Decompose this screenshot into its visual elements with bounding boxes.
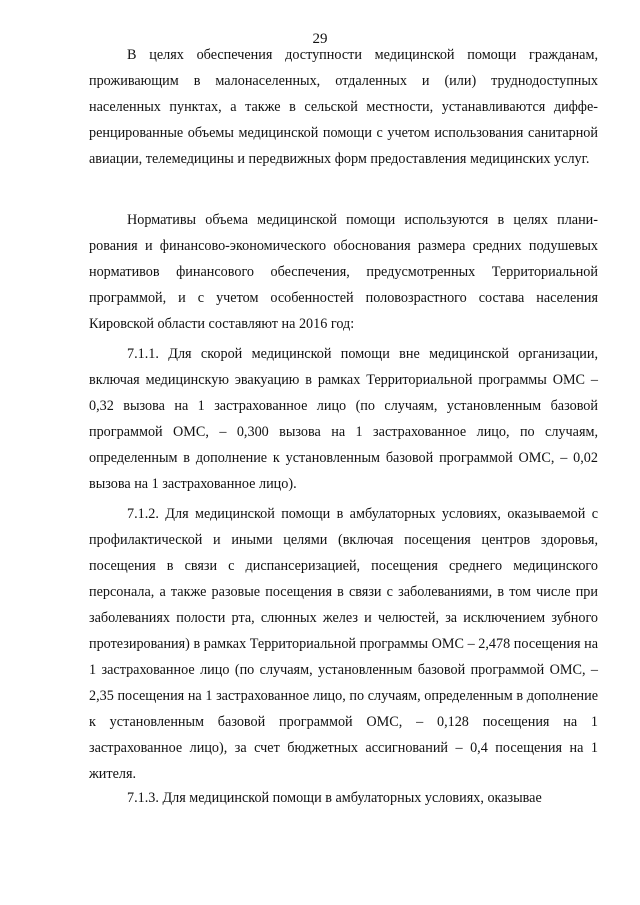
- paragraph-7-1-1: 7.1.1. Для скорой медицинской помощи вне медицинской организации, включая медицинскую эвакуацию в рамках Территориальной программы ОМС – 0,32 вызова на 1 застрахованное лицо (по случаям, установленным базовой программой ОМС, – 0,300 вызова на 1 застрахованное лицо, по случаям, определенным в дополнение к установленным базовой программой ОМС, – 0,02 вызова на 1 застрахованное лицо).: [89, 346, 598, 492]
- paragraph-volume-norms: Нормативы объема медицинской помощи используются в целях планирования и финансово-экономического обоснования размера средних подушевых нормативов финансового обеспечения, предусмотренных Территориальной программой, и с учетом особенностей половозрастного состава населения Кировской области составляют на 2016 год:: [89, 212, 598, 332]
- paragraph-accessibility: В целях обеспечения доступности медицинской помощи гражданам, проживающим в малонаселенных, отдаленных и (или) труднодоступных населенных пунктах, а также в сельской местности, устанавливаются дифференцированные объемы медицинской помощи с учетом использования санитарной авиации, телемедицины и передвижных форм предоставления медицинских услуг.: [89, 47, 598, 167]
- paragraph-7-1-3: 7.1.3. Для медицинской помощи в амбулаторных условиях, оказывае: [127, 790, 542, 806]
- paragraph-7-1-2: 7.1.2. Для медицинской помощи в амбулаторных условиях, оказываемой с профилактической и иными целями (включая посещения центров здоровья, посещения в связи с диспансеризацией, посещения среднего медицинского персонала, а также разовые посещения в связи с заболеваниями, в том числе при заболеваниях полости рта, слюнных желез и челюстей, за исключением зубного протезирования) в рамках Территориальной программы ОМС – 2,478 посещения на 1 застрахованное лицо (по случаям, установленным базовой программой ОМС, – 2,35 посещения на 1 застрахованное лицо, по случаям, определенным в дополнение к установленным базовой программой ОМС, – 0,128 посещения на 1 застрахованное лицо), за счет бюджетных ассигнований – 0,4 посещения на 1 жителя.: [89, 506, 598, 782]
- page-number: 29: [312, 31, 328, 47]
